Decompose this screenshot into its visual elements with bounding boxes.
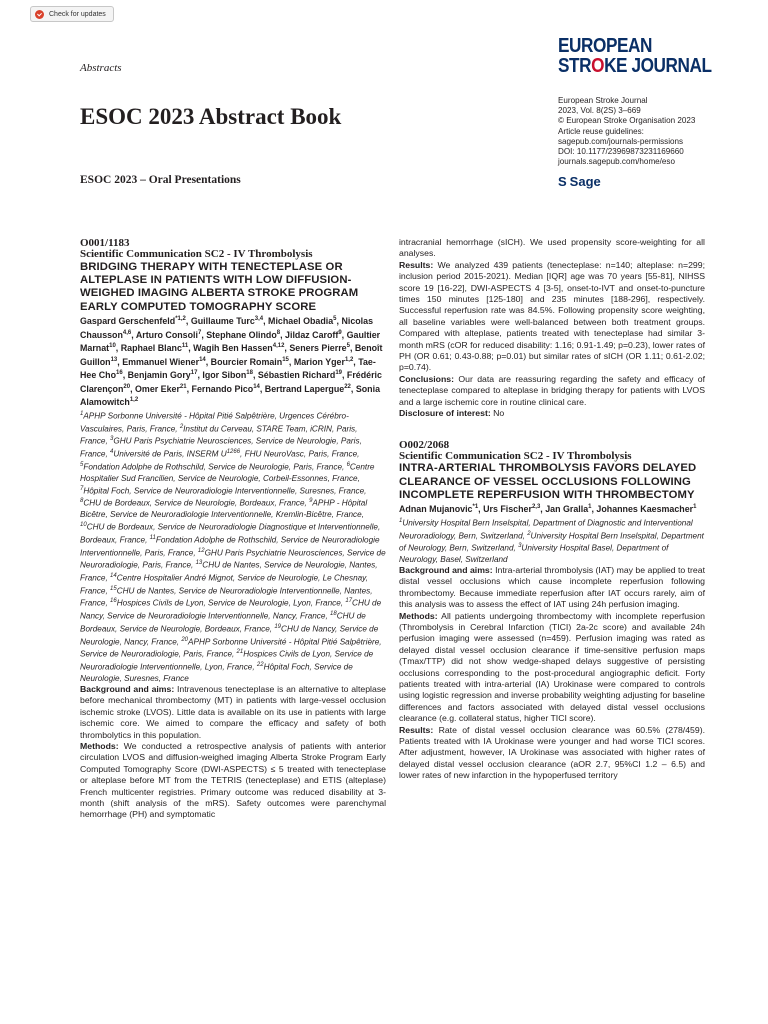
page-title: ESOC 2023 Abstract Book: [80, 104, 342, 129]
abstract-id: O001/1183: [80, 237, 130, 249]
section-subtitle: ESOC 2023 – Oral Presentations: [80, 174, 241, 186]
methods-paragraph: [399, 611, 705, 725]
check-icon: [35, 10, 44, 19]
methods-label: Methods:: [399, 610, 438, 621]
meta-line: 2023, Vol. 8(2S) 3–669: [558, 106, 641, 116]
sage-s-icon: S: [558, 174, 567, 189]
journal-meta: [558, 96, 708, 167]
results-paragraph: [399, 260, 705, 374]
conclusions-paragraph: [399, 374, 705, 408]
logo-o-letter: O: [591, 55, 605, 77]
conclusions-text: Our data are reassuring regarding the safety and efficacy of tenecteplase compared to alteplase in bridging therapy for patients with LVOS and a large ischemic core in routine clinical care.: [399, 373, 705, 407]
methods-continued: intracranial hemorrhage (sICH). We used propensity score-weighting for all analyses.: [399, 237, 705, 259]
results-text: We analyzed 439 patients (tenecteplase: n=140; alteplase: n=299; inclusion period 2015-2021). Median [IQR] age was 70 years [55-81], NIHSS score 19 [16-22], DWI-ASPECTS 4 [3-5], onset-to-IVT and onset-to-puncture times 150 minutes [125-180] and 235 minutes [188-296], respectively. Successful reperfusion rate was 84.5%. Following propensity score weighting, all baseline variables were well-balanced between both treatment groups. Compared with alteplase, patients treated with tenecteplase had similar 3-month mRS (cOR for reduced disability: 1.16; 0.91-1.49; p=0.23), lower rates of PH (OR 0.61; 0.43-0.88; p=0.01) but similar rates of sICH (OR 1.11; 0.61-2.02; p=0.74).: [399, 259, 705, 373]
disclosure-text: No: [490, 408, 505, 419]
abstract-id: O002/2068: [399, 438, 450, 451]
abstract-title: BRIDGING THERAPY WITH TENECTEPLASE OR ALTEPLASE IN PATIENTS WITH LOW DIFFUSION-WEIGHED IMAGING ALBERTA STROKE PROGRAM EARLY COMPUTED TOMOGRAPHY SCORE: [80, 260, 359, 313]
section-label: Abstracts: [80, 62, 122, 74]
conclusions-label: Conclusions:: [399, 373, 455, 384]
meta-line: European Stroke Journal: [558, 96, 648, 105]
background-text: Intra-arterial thrombolysis (IAT) may be applied to treat distal vessel occlusions which cause incomplete reperfusion following thrombectomy. Because immediate reperfusion after IAT occurs rarely, aim of this analysis was to assess the effect of IAT using 24h perfusion imaging.: [399, 564, 706, 610]
background-text: Intravenous tenecteplase is an alternative to alteplase before mechanical thrombectomy (MT) in patients with large-vessel occlusion ischemic stroke (LVOS). Little data is available on its use in patients with large ischemic core. We aimed to compare the efficacy and safety of both thrombolytics in this population.: [80, 683, 386, 740]
background-paragraph: [399, 565, 705, 611]
right-column: [399, 237, 705, 782]
disclosure-label: Disclosure of interest:: [399, 408, 491, 419]
journal-logo-line2: STROKE JOURNAL: [558, 55, 712, 77]
results-paragraph: [399, 725, 705, 782]
results-label: Results:: [399, 724, 434, 735]
results-text: Rate of distal vessel occlusion clearance was 60.5% (278/459). Patients treated with IA Urokinase were younger and had worse TICI scores. After adjustment, however, IA Urokinase was associated with higher rates of delayed distal vessel occlusion clearance (aOR 2.7, 95%CI 1.2 – 6.5) and lower rates of new infarction in the hypoperfused territory: [399, 724, 705, 781]
publisher-name: Sage: [569, 174, 601, 189]
disclosure-paragraph: [399, 408, 705, 419]
methods-text: All patients undergoing thrombectomy with incomplete reperfusion (Thrombolysis in Cerebral Infarction (TICI) 2a-2c score) and available 24h perfusion imaging were assessed (n=459). Perfusion imaging was rated as delayed distal vessel occlusion clearance if time-sensitive perfusion maps (Tmax/TTP) did not show wedge-shaped delays suggestive of persisting occlusions corresponding to the post-procedural angiographic deficit. Forty patients treated with intra-arterial (IA) Urokinase were compared to controls using logistic regression and inverse probability weighting adjusting for baseline differences and factors associated with delayed distal vessel occlusions clearance (e.g. collateral status, higher TICI score).: [399, 610, 705, 724]
author-list: Adnan Mujanovic$^{*1}$, Urs Fischer$^{2,3}$, Jan Gralla$^1$, Johannes Kaesmacher$^1$: [399, 504, 697, 515]
left-column: [80, 238, 386, 821]
meta-doi[interactable]: DOI: 10.1177/23969873231169660: [558, 147, 684, 157]
methods-paragraph: [80, 741, 386, 821]
affiliations: $^1$APHP Sorbonne Université - Hôpital Pitié Salpêtrière, Urgences Cérébro-Vasculaires, Paris, France, $^2$Institut du Cerveau, STARE Team, iCRIN, Paris, France, $^3$GHU Paris Psychiatrie Neurosciences, Service de Neurologie, Paris, France, $^4$Université de Paris, INSERM $U^{1266}$, FHU NeuroVasc, Paris, France, $^5$Fondation Adolphe de Rothschild, Service de Neurologie, Paris, France, $^6$Centre Hospitalier Sud Francilien, Service de Neurologie, Corbeil-Essonnes, France, $^7$Hôpital Foch, Service de Neuroradiologie Interventionnelle, Suresnes, France, $^8$CHU de Bordeaux, Service de Neurologie, Bordeaux, France, $^9$APHP - Hôpital Bicêtre, Service de Neuroradiologie Interventionnelle, Kremlin-Bicêtre, France, $^{10}$CHU de Bordeaux, Service de Neuroradiologie Diagnostique et Interventionnelle, Bordeaux, France, $^{11}$Fondation Adolphe de Rothschild, Service de Neuroradiologie Interventionnelle, Paris, France, $^{12}$GHU Paris Psychiatrie Neurosciences, Service de Neuroradiologie, Paris, France, $^{13}$CHU de Nantes, Service de Neurologie, Nantes, France, $^{14}$Centre Hospitalier André Mignot, Service de Neurologie, Le Chesnay, France, $^{15}$CHU de Nantes, Service de Neuroradiologie Interventionnelle, Nantes, France, $^{16}$Hospices Civils de Lyon, Service de Neurologie, Lyon, France, $^{17}$CHU de Nancy, Service de Neuroradiologie Interventionnelle, Nancy, France, $^{18}$CHU de Bordeaux, Service de Neurologie, Bordeaux, France, $^{19}$CHU de Nancy, Service de Neurologie, Nancy, France, $^{20}$APHP Sorbonne Université - Hôpital Pitié Salpêtrière, Service de Neuroradiologie, Paris, France, $^{21}$Hospices Civils de Lyon, Service de Neuroradiologie Interventionnelle, Lyon, France, $^{22}$Hôpital Foch, Service de Neurologie, Suresnes, France: [80, 410, 386, 683]
abstract-title: INTRA-ARTERIAL THROMBOLYSIS FAVORS DELAYED CLEARANCE OF VESSEL OCCLUSIONS FOLLOWING INCOMPLETE REPERFUSION WITH THROMBECTOMY: [399, 462, 697, 501]
check-for-updates-label: Check for updates: [49, 11, 106, 18]
publisher-logo: [558, 174, 601, 189]
methods-label: Methods:: [80, 740, 119, 751]
journal-logo: [558, 36, 712, 76]
background-label: Background and aims:: [399, 564, 493, 575]
meta-line: © European Stroke Organisation 2023: [558, 116, 696, 126]
methods-text: We conducted a retrospective analysis of patients with anterior circulation LVOS and diffusion-weighed imaging Alberta Stroke Program Early Computed Tomography Score (DWI-ASPECTS) ≤ 5 treated with tenecteplase or alteplase before MT from the TETRIS (tenecteplase) and ETIS (alteplase) French multicenter registries. Primary outcome was reduced disability at 3-month (shift analysis of the mRS). Safety outcomes were parenchymal hemorrhage (PH) and symptomatic: [80, 740, 386, 820]
background-label: Background and aims:: [80, 683, 175, 694]
meta-line: Article reuse guidelines:: [558, 126, 644, 136]
communication-label: Scientific Communication SC2 - IV Thrombolysis: [80, 248, 313, 261]
background-paragraph: [80, 684, 386, 741]
meta-link[interactable]: sagepub.com/journals-permissions: [558, 136, 684, 146]
meta-link[interactable]: journals.sagepub.com/home/eso: [558, 157, 675, 167]
communication-label: Scientific Communication SC2 - IV Thrombolysis: [399, 449, 632, 462]
check-for-updates-button[interactable]: [30, 6, 114, 22]
journal-logo-line1: EUROPEAN: [558, 35, 653, 57]
author-list: Gaspard Gerschenfeld$^{*1,2}$, Guillaume Turc$^{3,4}$, Michael Obadia$^5$, Nicolas Chausson$^{4,6}$, Arturo Consoli$^7$, Stephane Olindo$^8$, Jildaz Caroff$^9$, Gaultier Marnat$^{10}$, Raphael Blanc$^{11}$, Wagih Ben Hassen$^{4,12}$, Seners Pierre$^5$, Benoît Guillon$^{13}$, Emmanuel Wiener$^{14}$, Bourcier Romain$^{15}$, Marion Yger$^{1,2}$, Tae-Hee Cho$^{16}$, Benjamin Gory$^{17}$, Igor Sibon$^{18}$, Sébastien Richard$^{19}$, Frédéric Clarençon$^{20}$, Omer Eker$^{21}$, Fernando Pico$^{14}$, Bertrand Lapergue$^{22}$, Sonia Alamowitch$^{1,2}$: [80, 315, 383, 408]
affiliations: $^1$University Hospital Bern Inselspital, Department of Diagnostic and Interventional Neuroradiology, Bern, Switzerland, $^2$University Hospital Bern Inselspital, Department of Neurology, Bern, Switzerland, $^3$University Hospital Basel, Department of Neurology, Basel, Switzerland: [399, 517, 704, 564]
results-label: Results:: [399, 259, 434, 270]
